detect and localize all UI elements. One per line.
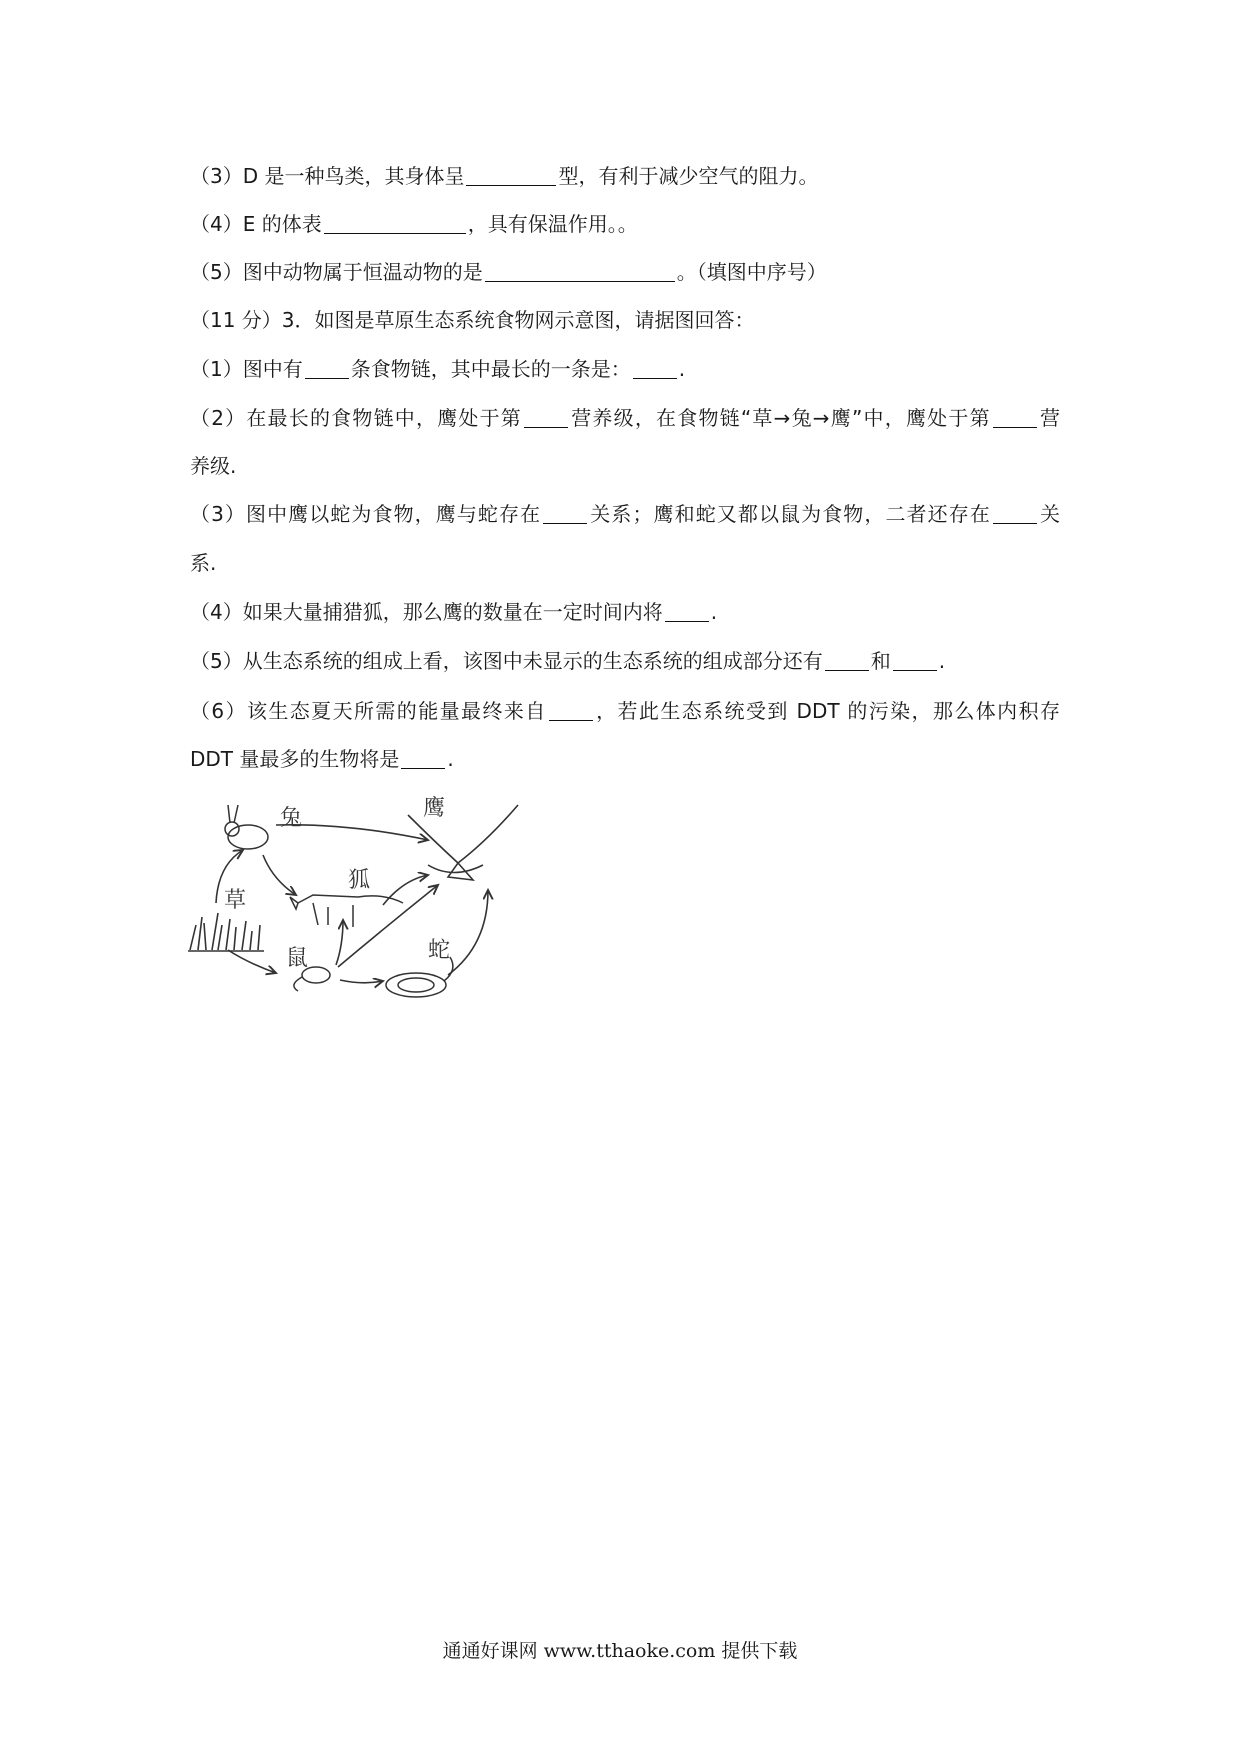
q3-sub6-cont: DDT 量最多的生物将是 . (190, 747, 454, 771)
answer-blank[interactable] (324, 213, 466, 234)
q3-sub5: （5）从生态系统的组成上看，该图中未显示的生态系统的组成部分还有 和 . (190, 649, 946, 673)
arrow-mouse-snake (340, 980, 383, 983)
snake-icon (386, 957, 453, 997)
arrow-grass-mouse (228, 950, 276, 973)
q2-part3: （3）D 是一种鸟类，其身体呈 型，有利于减少空气的阻力。 (190, 164, 819, 188)
label-fox: 狐 (348, 868, 371, 893)
q3-sub3-cont: 系. (190, 551, 217, 575)
q3-sub2-cont: 养级. (190, 454, 237, 478)
answer-blank[interactable] (825, 650, 869, 671)
arrow-rabbit-fox (263, 855, 296, 895)
answer-blank[interactable] (466, 165, 556, 186)
answer-blank[interactable] (549, 700, 593, 721)
arrow-snake-eagle (448, 890, 488, 975)
label-rabbit: 兔 (280, 806, 303, 831)
q3-sub6: （6）该生态夏天所需的能量最终来自 ，若此生态系统受到 DDT 的污染，那么体内积存 (190, 699, 1061, 723)
q2-part5: （5）图中动物属于恒温动物的是 。（填图中序号） (190, 260, 827, 284)
label-snake: 蛇 (428, 938, 451, 963)
fox-icon (290, 895, 403, 927)
label-grass: 草 (224, 888, 247, 913)
food-web-diagram (188, 785, 588, 1003)
q3-sub2: （2）在最长的食物链中，鹰处于第 营养级，在食物链“草→兔→鹰”中，鹰处于第 营 (190, 406, 1060, 430)
label-eagle: 鹰 (423, 796, 446, 821)
answer-blank[interactable] (665, 601, 709, 622)
answer-blank[interactable] (993, 503, 1037, 524)
q3-sub4: （4）如果大量捕猎狐，那么鹰的数量在一定时间内将 . (190, 600, 718, 624)
answer-blank[interactable] (524, 407, 568, 428)
grass-icon (188, 913, 264, 951)
q3-sub1: （1）图中有 条食物链，其中最长的一条是： . (190, 357, 686, 381)
footer-url[interactable]: www.tthaoke.com (543, 1640, 716, 1662)
answer-blank[interactable] (543, 503, 587, 524)
answer-blank[interactable] (993, 407, 1037, 428)
page-footer (0, 1636, 1240, 1663)
q2-part4: （4）E 的体表 ，具有保温作用。。 (190, 212, 638, 236)
arrow-fox-eagle (383, 875, 428, 905)
answer-blank[interactable] (401, 748, 445, 769)
footer-site: 通通好课网 (442, 1640, 538, 1662)
answer-blank[interactable] (305, 358, 349, 379)
label-mouse: 鼠 (286, 946, 309, 971)
answer-blank[interactable] (893, 650, 937, 671)
rabbit-icon (225, 805, 268, 849)
q3-sub3: （3）图中鹰以蛇为食物，鹰与蛇存在 关系；鹰和蛇又都以鼠为食物，二者还存在 关 (190, 502, 1060, 526)
footer-suffix: 提供下载 (721, 1640, 798, 1662)
answer-blank[interactable] (633, 358, 677, 379)
answer-blank[interactable] (485, 261, 675, 282)
arrow-mouse-fox (336, 920, 343, 965)
q3-header: （11 分）3．如图是草原生态系统食物网示意图，请据图回答： (190, 308, 755, 332)
